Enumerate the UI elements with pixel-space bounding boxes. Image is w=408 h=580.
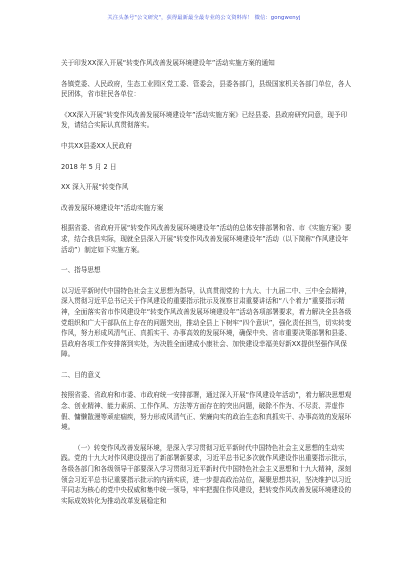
section-2-item-1: （一）转变作风改善发展环境，是深入学习贯彻习近平新时代中国特色社会主义思想的生动实践。党的十九大对作风建设提出了新部署新要求，习近平总书记多次就作风建设作出重要指示批示，各级各部门和各级领导干部要深入学习贯彻习近平新时代中国特色社会主义思想和十九大精神，深刻领会习近平总书记重要指示批示的内涵实质，进一步提高政治站位，凝聚思想共识，坚决维护以习近平同志为核心的党中央权威和集中统一领导，牢牢把握住作风建设，把转变作风改善发展环境建设的实际成效转化为推动改革发展稳定和 xyxy=(61,443,352,505)
section-1-body: 以习近平新时代中国特色社会主义思想为指导，认真贯彻党的十九大、十九届二中、三中全会精神，深入贯彻习近平总书记关于作风建设的重要指示批示及视察甘肃重要讲话和“八个着力”重要指示精神，全面落实省市作风建设年“转变作风改善发展环境建设年”活动各项部署要求，着力解决全县各级党组织和广大干部队伍上存在的问题突出，推动全县上下树牢“四个意识”，强化责任担当，切实转变作风，努力形成风清气正、真抓实干、办事高效的发展环境，确保中央、省市重要决策部署和县委、县政府各项工作安排落到实处，为决胜全面建成小康社会、加快建设幸福美好新XX提供坚强作风保障。 xyxy=(61,286,352,359)
plan-title-line-2: 改善发展环境建设年”活动实施方案 xyxy=(61,203,164,212)
section-2-heading: 二、目的意义 xyxy=(61,370,101,379)
section-2-body: 按照省委、省政府和市委、市政府统一安排部署，通过深入开展“作风建设年活动”，着力解决思想观念、创业精神、能力素质、工作作风、方法等方面存在的突出问题，破除不作为、不尽责、弄虚作假、慵懒散漫等顽症痼疾，努力形成风清气正、荣廉向实的政治生态和真抓实干、办事高效的发展环境。 xyxy=(61,391,352,432)
intro-paragraph: 根据省委、省政府开展“转变作风改善发展环境建设年”活动的总体安排部署和省、市《实施方案》要求，结合我县实际，现就全县深入开展“转变作风改善发展环境建设年”活动（以下简称“作风建设年活动”）制定如下实施方案。 xyxy=(61,224,352,254)
section-1-heading: 一、指导思想 xyxy=(61,266,101,275)
issuer: 中共XX县委XX人民政府 xyxy=(61,141,132,150)
addressees: 各镇党委、人民政府，生态工业园区党工委、管委会，县委各部门，县级国家机关各部门单位，各人民团体，省市驻民各单位： xyxy=(61,79,352,99)
banner-text: 关注头条号"公文研究"，获得最新最全最专业的公文资料库！ 微信：gongwenyj xyxy=(107,15,301,21)
top-banner xyxy=(0,0,408,42)
document-body xyxy=(61,58,353,506)
notice-body: 《XX深入开展“转变作风改善发展环境建设年”活动实施方案》已经县委、县政府研究同意，现予印发，请结合实际认真贯彻落实。 xyxy=(61,110,348,130)
issue-date: 2018 年 5 月 2 日 xyxy=(61,162,117,171)
notice-title: 关于印发XX深入开展“转变作风改善发展环境建设年”活动实施方案的通知 xyxy=(61,59,275,67)
plan-title-line-1: XX 深入开展“转变作风 xyxy=(61,183,129,192)
